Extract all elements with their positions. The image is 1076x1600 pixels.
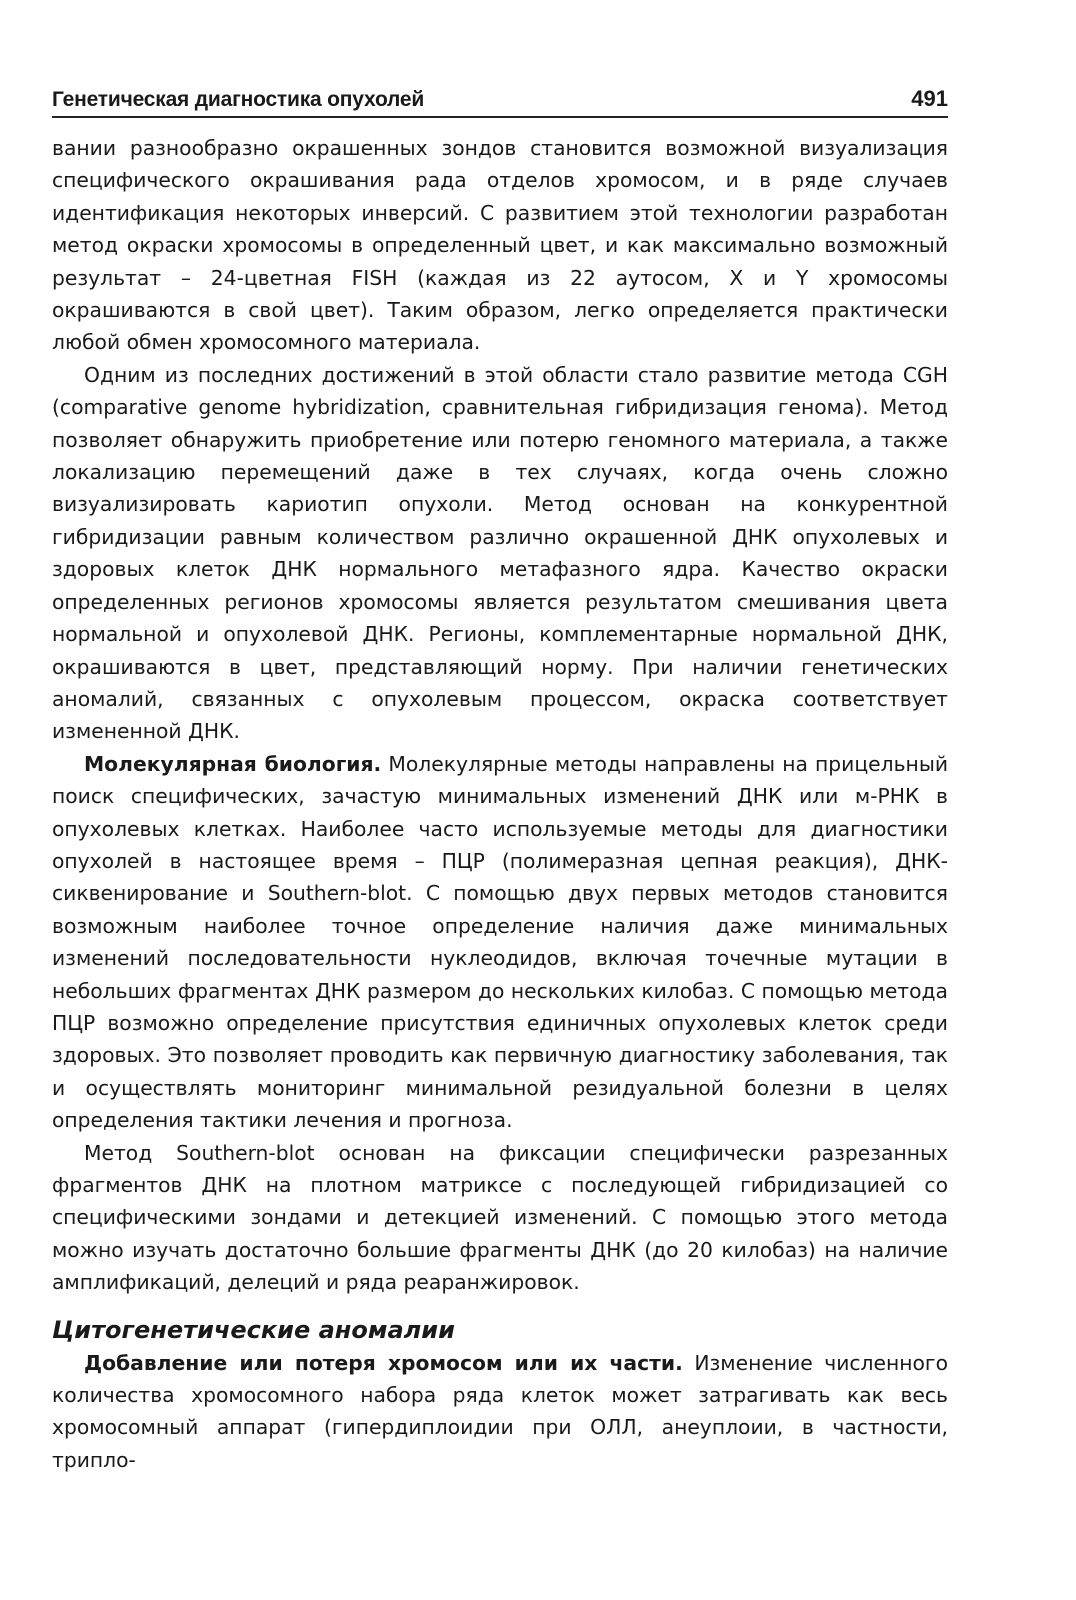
running-head	[52, 74, 948, 118]
paragraph-chromosome-gain-loss-text: Изменение численного количества хромосомного набора ряда клеток может затрагивать как весь хромосомный аппарат (гипердиплоидии при ОЛЛ, анеуплоии, в частности, трипло-	[52, 1350, 948, 1472]
paragraph-lead-chromosome-gain-loss: Добавление или потеря хромосом или их части.	[84, 1350, 683, 1375]
paragraph-chromosome-gain-loss	[52, 1347, 948, 1477]
paragraph-southern-blot: Метод Southern-blot основан на фиксации специфически разрезанных фрагментов ДНК на плотном матриксе с последующей гибридизацией со специфическими зондами и детекцией изменений. С помощью этого метода можно изучать достаточно большие фрагменты ДНК (до 20 килобаз) на наличие амплификаций, делеций и ряда реаранжировок.	[52, 1140, 948, 1295]
page-number: 491	[911, 86, 948, 111]
body-text	[52, 132, 948, 1476]
section-heading: Цитогенетические аномалии	[52, 1315, 455, 1344]
paragraph-continuation: вании разнообразно окрашенных зондов становится возможной визуализация специфического окрашивания рада отделов хромосом, и в ряде случаев идентификация некоторых инверсий. С развитием этой технологии разработан метод окраски хромосомы в определенный цвет, и как максимально возможный результат – 24-цветная FISH (каждая из 22 аутосом, X и Y хромосомы окрашиваются в свой цвет). Таким образом, легко определяется практически любой обмен хромосомного материала.	[52, 136, 948, 355]
paragraph-molecular-biology-text: Молекулярные методы направлены на прицельный поиск специфических, зачастую минимальных изменений ДНК или м-РНК в опухолевых клетках. Наиболее часто используемые методы для диагностики опухолей в настоящее время – ПЦР (полимеразная цепная реакция), ДНК-сиквенирование и Southern-blot. С помощью двух первых методов становится возможным наиболее точное определение наличия даже минимальных изменений последовательности нуклеодидов, включая точечные мутации в небольших фрагментах ДНК размером до нескольких килобаз. С помощью метода ПЦР возможно определение присутствия единичных опухолевых клеток среди здоровых. Это позволяет проводить как первичную диагностику заболевания, так и осуществлять мониторинг минимальной резидуальной болезни в целях определения тактики лечения и прогноза.	[52, 751, 949, 1133]
paragraph-cgh: Одним из последних достижений в этой области стало развитие метода CGH (comparative genome hybridization, сравнительная гибридизация генома). Метод позволяет обнаружить приобретение или потерю геномного материала, а также локализацию перемещений даже в тех случаях, когда очень сложно визуализировать кариотип опухоли. Метод основан на конкурентной гибридизации равным количеством различно окрашенной ДНК опухолевых и здоровых клеток ДНК нормального метафазного ядра. Качество окраски определенных регионов хромосомы является результатом смешивания цвета нормальной и опухолевой ДНК. Регионы, комплементарные нормальной ДНК, окрашиваются в цвет, представляющий норму. При наличии генетических аномалий, связанных с опухолевым процессом, окраска соответствует измененной ДНК.	[52, 362, 948, 744]
book-page	[52, 74, 948, 1476]
paragraph-molecular-biology	[52, 748, 948, 1137]
running-title: Генетическая диагностика опухолей	[52, 88, 425, 111]
paragraph-lead-molecular-biology: Молекулярная биология.	[84, 751, 382, 776]
